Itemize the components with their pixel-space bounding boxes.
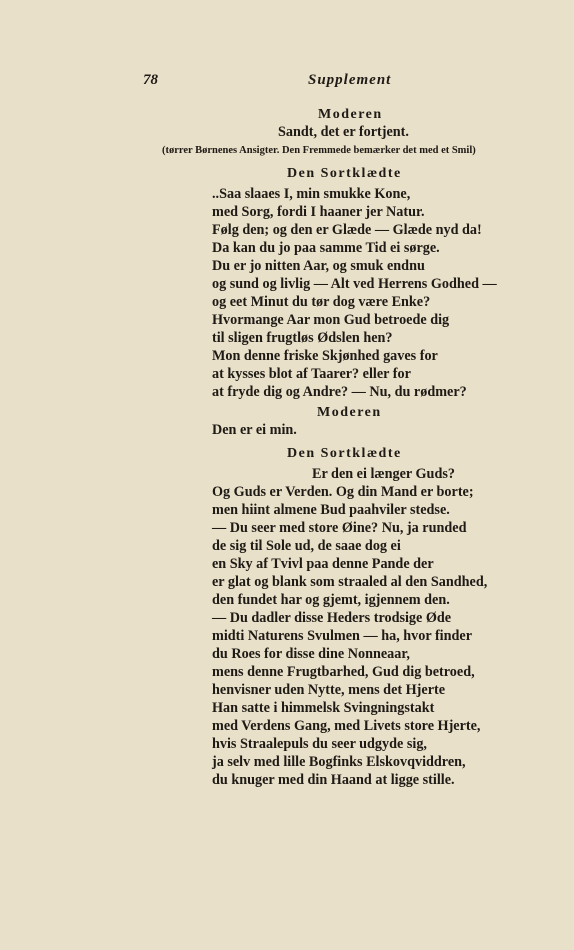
verse-line: de sig til Sole ud, de saae dog ei — [212, 538, 401, 554]
verse-line: at kysses blot af Taarer? eller for — [212, 366, 411, 382]
verse-line: Hvormange Aar mon Gud betroede dig — [212, 312, 450, 328]
verse-line: midti Naturens Svulmen — ha, hvor finder — [212, 628, 473, 644]
verse-line: og eet Minut du tør dog være Enke? — [212, 294, 431, 310]
speaker-name: Den Sortklædte — [287, 166, 402, 181]
verse-line: ja selv med lille Bogfinks Elskovqviddren, — [212, 754, 466, 770]
verse-line: hvis Straalepuls du seer udgyde sig, — [212, 736, 427, 752]
verse-line: er glat og blank som straaled al den Sandhed, — [212, 574, 488, 590]
verse-line: Sandt, det er fortjent. — [278, 124, 409, 140]
speaker-name: Den Sortklædte — [287, 446, 402, 461]
verse-line: at fryde dig og Andre? — Nu, du rødmer? — [212, 384, 467, 400]
verse-line: Og Guds er Verden. Og din Mand er borte; — [212, 484, 474, 500]
verse-line: — Du dadler disse Heders trodsige Øde — [212, 610, 452, 626]
verse-line: Da kan du jo paa samme Tid ei sørge. — [212, 240, 440, 256]
verse-line: Du er jo nitten Aar, og smuk endnu — [212, 258, 425, 274]
verse-line: Er den ei længer Guds? — [312, 466, 455, 482]
running-title: Supplement — [308, 72, 392, 88]
speaker-name: Moderen — [317, 405, 382, 420]
verse-line: henvisner uden Nytte, mens det Hjerte — [212, 682, 446, 698]
verse-line: men hiint almene Bud paahviler stedse. — [212, 502, 450, 518]
verse-line: du Roes for disse dine Nonneaar, — [212, 646, 410, 662]
verse-line: til sligen frugtløs Ødslen hen? — [212, 330, 393, 346]
page-number: 78 — [143, 72, 158, 88]
verse-line: Mon denne friske Skjønhed gaves for — [212, 348, 438, 364]
speaker-name: Moderen — [318, 107, 383, 122]
verse-line: med Sorg, fordi I haaner jer Natur. — [212, 204, 425, 220]
stage-direction: (tørrer Børnenes Ansigter. Den Fremmede bemærker det med et Smil) — [162, 145, 476, 156]
verse-line: en Sky af Tvivl paa denne Pande der — [212, 556, 434, 572]
verse-line: Følg den; og den er Glæde — Glæde nyd da! — [212, 222, 482, 238]
verse-line: ..Saa slaaes I, min smukke Kone, — [212, 186, 411, 202]
verse-line: den fundet har og gjemt, igjennem den. — [212, 592, 450, 608]
verse-line: du knuger med din Haand at ligge stille. — [212, 772, 455, 788]
verse-line: mens denne Frugtbarhed, Gud dig betroed, — [212, 664, 475, 680]
verse-line: Han satte i himmelsk Svingningstakt — [212, 700, 435, 716]
verse-line: med Verdens Gang, med Livets store Hjerte, — [212, 718, 481, 734]
verse-line: Den er ei min. — [212, 422, 297, 438]
verse-line: og sund og livlig — Alt ved Herrens Godhed — — [212, 276, 497, 292]
verse-line: — Du seer med store Øine? Nu, ja runded — [212, 520, 467, 536]
